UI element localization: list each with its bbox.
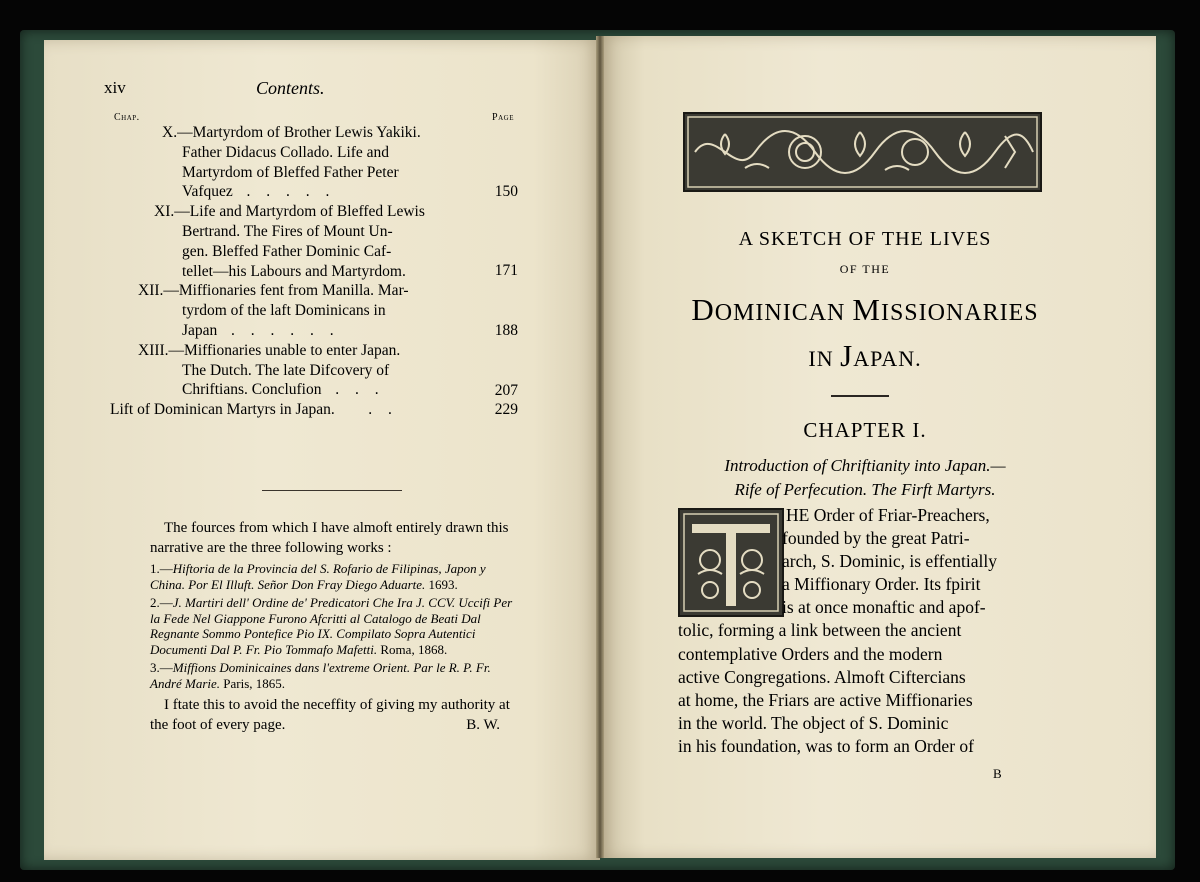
body-line: a Miffionary Order. Its fpirit xyxy=(782,574,981,595)
body-line: contemplative Orders and the modern xyxy=(678,643,943,664)
running-title: Contents. xyxy=(256,78,325,98)
source-item xyxy=(150,660,520,691)
toc-page: 171 xyxy=(494,262,518,280)
chapter-body xyxy=(678,504,1046,758)
toc-line: Lift of Dominican Martyrs in Japan. xyxy=(110,401,335,419)
toc-line: tyrdom of the laft Dominicans in xyxy=(182,302,386,320)
toc-entry: Lift of Dominican Martyrs in Japan. . . 229 xyxy=(110,401,518,419)
toc-line: X.—Martyrdom of Brother Lewis Yakiki. xyxy=(162,124,421,141)
book-gutter xyxy=(596,36,604,858)
toc-line: Chriftians. Conclufion xyxy=(182,381,322,399)
sources-intro: The fources from which I have almoft entirely drawn this narrative are the three following works : xyxy=(150,520,509,556)
source-date: Roma, 1868. xyxy=(380,641,448,657)
source-number: 3.— xyxy=(150,660,173,675)
toc-line: XII.—Miffionaries fent from Manilla. Mar- xyxy=(138,282,409,300)
body-line: founded by the great Patri- xyxy=(782,528,970,549)
closing-note xyxy=(150,695,520,735)
toc-line: The Dutch. The late Difcovery of xyxy=(182,361,390,379)
page-number: xiv xyxy=(104,78,126,97)
toc-line: tellet—his Labours and Martyrdom. xyxy=(182,262,406,280)
toc-line: XI.—Life and Martyrdom of Bleffed Lewis xyxy=(154,203,425,221)
source-number: 2.— xyxy=(150,595,173,610)
page-column-head: Page xyxy=(492,112,514,123)
title-rule xyxy=(831,395,889,397)
body-line: in his foundation, was to form an Order of xyxy=(678,735,974,756)
toc-line: Bertrand. The Fires of Mount Un- xyxy=(182,222,393,240)
toc-line: Vafquez xyxy=(182,183,233,201)
source-title: Hiftoria de la Provincia del S. Rofario de Filipinas, Japon y China. Por El Illuft. Señor Don Fray Diego Aduarte. xyxy=(150,561,486,592)
title-line-2: OF THE xyxy=(839,262,891,276)
body-line: in the world. The object of S. Dominic xyxy=(678,712,949,733)
body-line: active Congregations. Almoft Ciftercians xyxy=(678,666,966,687)
body-line: arch, S. Dominic, is effentially xyxy=(782,551,997,572)
chapter-subtitle xyxy=(660,454,1070,502)
toc-line: Father Didacus Collado. Life and xyxy=(182,143,390,161)
divider-rule xyxy=(262,490,402,491)
toc-entry xyxy=(110,202,518,281)
toc-page: 229 xyxy=(494,401,518,419)
toc-line: Japan xyxy=(182,321,218,339)
toc-line: XIII.—Miffionaries unable to enter Japan. xyxy=(138,341,401,359)
toc-entry: X.—Martyrdom of Brother Lewis Yakiki. Father Didacus Collado. Life and Martyrdom of Bleffed Father Peter Vafquez . . . . . 150 xyxy=(110,123,518,202)
source-number: 1.— xyxy=(150,561,173,576)
source-item xyxy=(150,561,520,592)
toc-entry: XII.—Miffionaries fent from Manilla. Mar- tyrdom of the laft Dominicans in Japan . . . . . . 188 xyxy=(110,281,518,340)
toc-line: gen. Bleffed Father Dominic Caf- xyxy=(182,242,392,260)
toc-page: 150 xyxy=(494,183,518,200)
subtitle-line: Rife of Perfecution. The Firft Martyrs. xyxy=(734,480,996,499)
source-title: Miffions Dominicaines dans l'extreme Orient. Par le R. P. Fr. André Marie. xyxy=(150,660,491,691)
sources-note xyxy=(150,518,520,735)
toc-page: 207 xyxy=(494,381,518,399)
table-of-contents xyxy=(110,123,518,420)
source-date: Paris, 1865. xyxy=(223,675,286,691)
toc-page: 188 xyxy=(494,322,518,340)
body-line: tolic, forming a link between the ancient xyxy=(678,620,962,641)
title-line-4: IN JAPAN. xyxy=(808,338,922,373)
subtitle-line: Introduction of Chriftianity into Japan.— xyxy=(724,456,1006,475)
decorative-headpiece xyxy=(683,112,1042,192)
closing-text: I ftate this to avoid the neceffity of giving my authority at the foot of every page. xyxy=(150,697,510,733)
toc-entry: XIII.—Miffionaries unable to enter Japan. The Dutch. The late Difcovery of Chriftians. Conclufion . . . 207 xyxy=(110,341,518,400)
title-line-1: A SKETCH OF THE LIVES xyxy=(738,228,992,250)
source-date: 1693. xyxy=(428,576,458,592)
body-line: is at once monaftic and apof- xyxy=(782,597,986,618)
body-line: at home, the Friars are active Miffionaries xyxy=(678,689,973,710)
toc-line: Martyrdom of Bleffed Father Peter xyxy=(182,163,399,181)
chapter-column-head: Chap. xyxy=(114,112,140,123)
printer-signature-mark: B xyxy=(993,766,1002,781)
body-line: HE Order of Friar-Preachers, xyxy=(786,505,990,525)
signature: B. W. xyxy=(466,717,500,733)
source-item xyxy=(150,595,520,657)
title-line-3: DOMINICAN MISSIONARIES xyxy=(691,292,1039,327)
chapter-heading: CHAPTER I. xyxy=(803,418,927,442)
source-title: J. Martiri dell' Ordine de' Predicatori Che Ira J. CCV. Uccifi Per la Fede Nel Giappone Furono Afcritti al Catalogo de Beati Dal Regnante Sommo Pontefice Pio IX. Compilato Sopra Autentici Documenti Dal P. Fr. Pio Tommafo Mafetti. xyxy=(150,595,513,657)
